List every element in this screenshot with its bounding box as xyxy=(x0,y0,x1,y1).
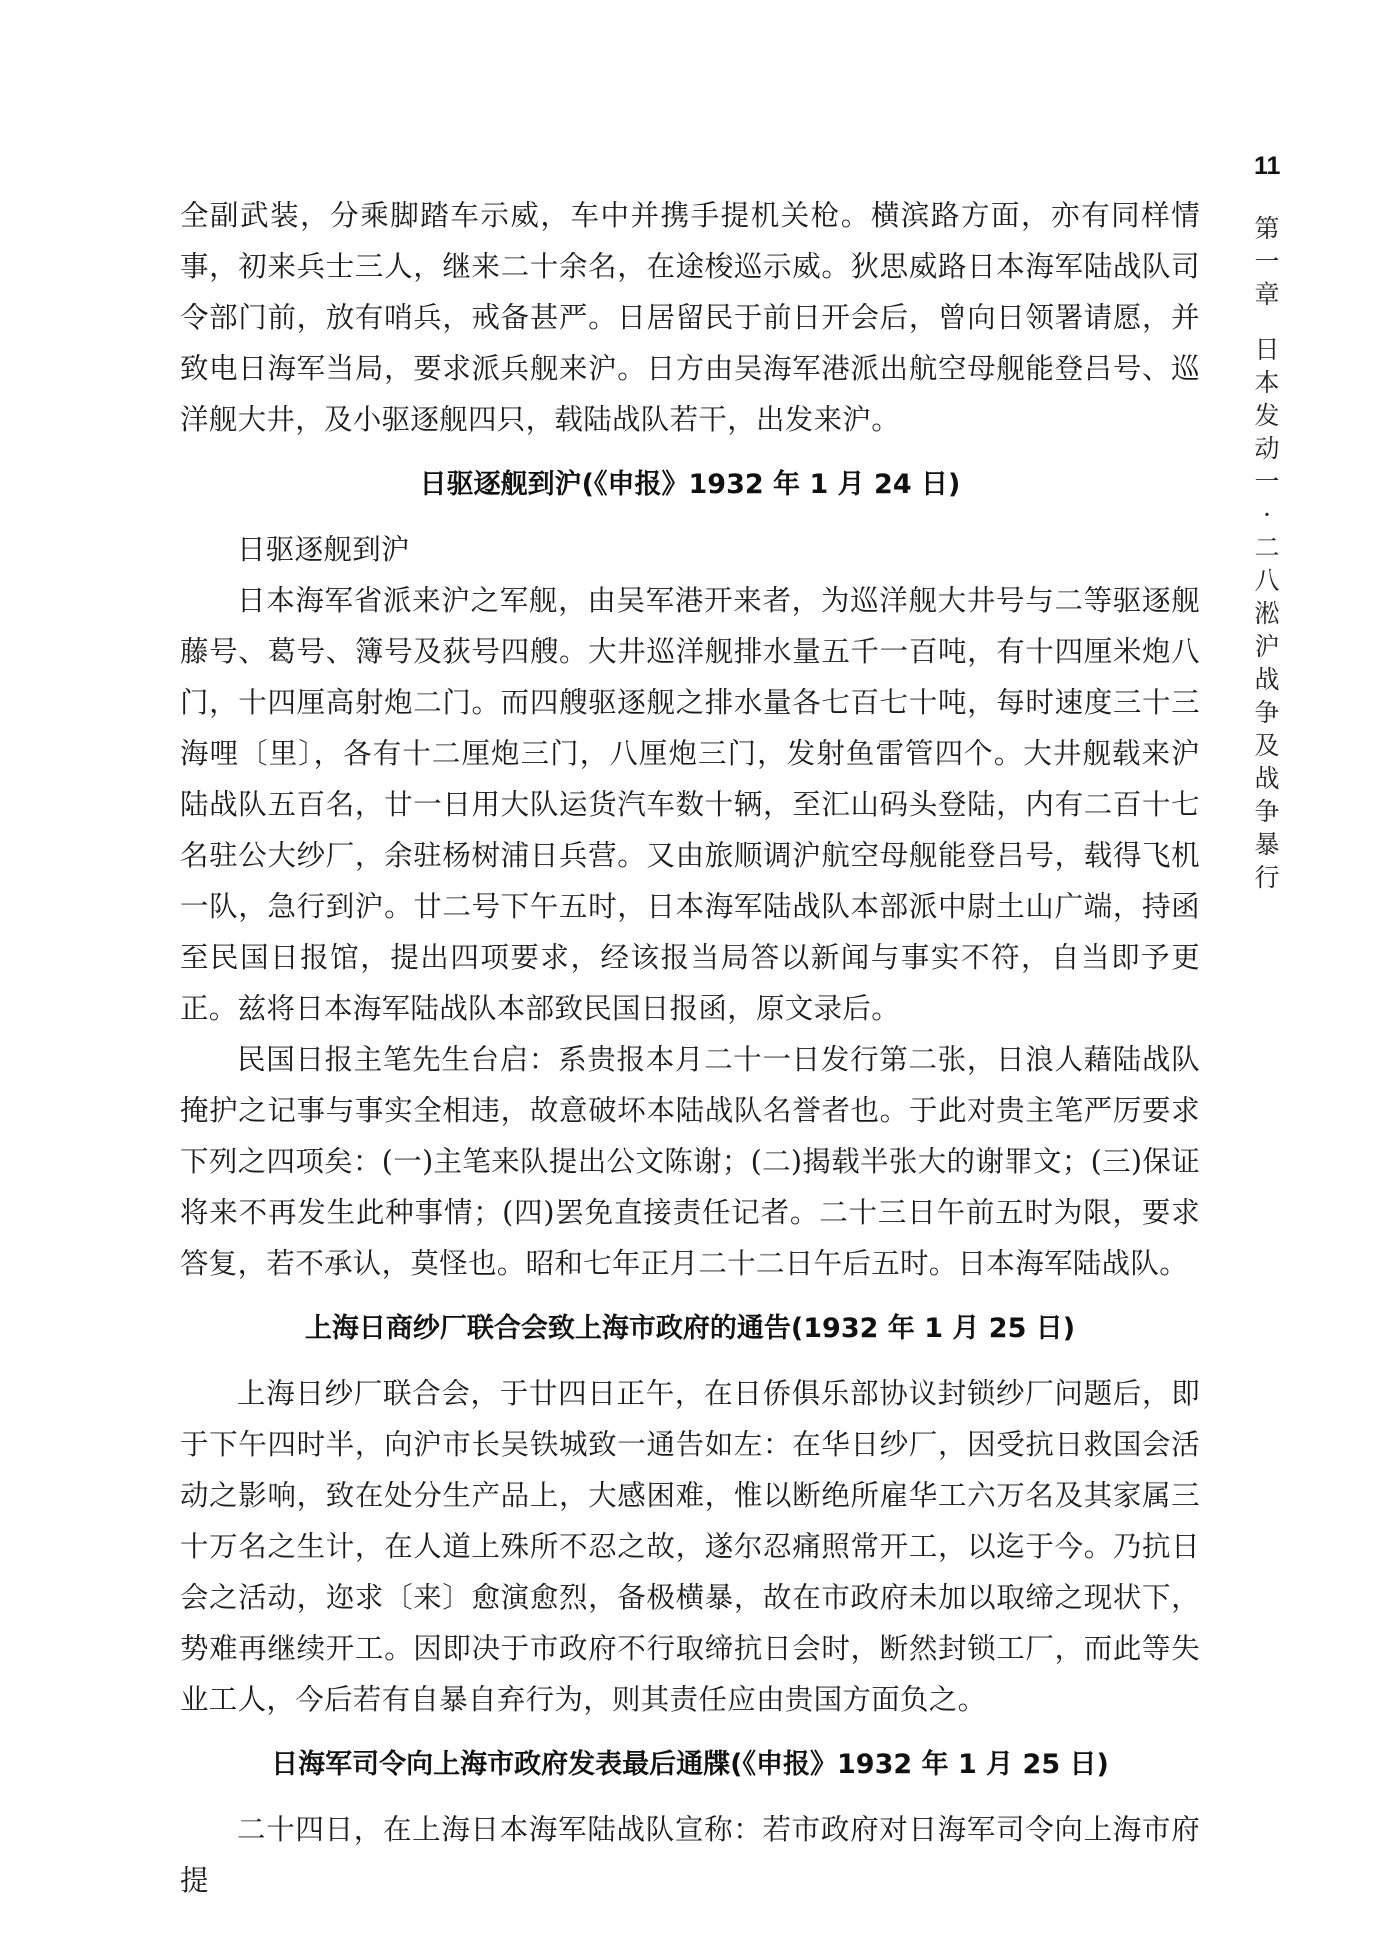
running-head-char: 行 xyxy=(1254,863,1280,892)
paragraph: 全副武装，分乘脚踏车示威，车中并携手提机关枪。横滨路方面，亦有同样情事，初来兵士三人，继来二十余名，在途梭巡示威。狄思威路日本海军陆战队司令部门前，放有哨兵，戒备甚严。日居留民于前日开会后，曾向日领署请愿，并致电日海军当局，要求派兵舰来沪。日方由吴海军港派出航空母舰能登吕号、巡洋舰大井，及小驱逐舰四只，载陆战队若干，出发来沪。 xyxy=(180,199,1200,436)
running-head-char: 战 xyxy=(1254,665,1280,694)
running-head-gap xyxy=(1247,311,1287,333)
paragraph: 上海日纱厂联合会，于廿四日正午，在日侨俱乐部协议封锁纱厂问题后，即于下午四时半，向沪市长吴铁城致一通告如左：在华日纱厂，因受抗日救国会活动之影响，致在处分生产品上，大感困难，惟以断绝所雇华工六万名及其家属三十万名之生计，在人道上殊所不忍之故，遂尔忍痛照常开工，以迄于今。乃抗日会之活动，迩求〔来〕愈演愈烈，备极横暴，故在市政府未加以取缔之现状下，势难再继续开工。因即决于市政府不行取缔抗日会时，断然封锁工厂，而此等失业工人，今后若有自暴自弃行为，则其责任应由贵国方面负之。 xyxy=(180,1377,1200,1716)
section-heading: 日驱逐舰到沪(《申报》1932 年 1 月 24 日) xyxy=(419,469,961,500)
running-head-char: 争 xyxy=(1254,698,1280,727)
page-number: 11 xyxy=(1254,152,1281,180)
section-heading: 日海军司令向上海市政府发表最后通牒(《申报》1932 年 1 月 25 日) xyxy=(271,1749,1109,1780)
running-head-char: 暴 xyxy=(1254,830,1280,859)
running-head-char: 一 xyxy=(1254,247,1280,276)
running-head-char: 及 xyxy=(1254,731,1280,760)
running-head-char: · xyxy=(1263,500,1271,529)
running-head-char: 沪 xyxy=(1254,632,1280,661)
paragraph: 二十四日，在上海日本海军陆战队宣称：若市政府对日海军司令向上海市府提 xyxy=(180,1813,1200,1897)
running-head-char: 争 xyxy=(1254,797,1280,826)
section-heading: 上海日商纱厂联合会致上海市政府的通告(1932 年 1 月 25 日) xyxy=(304,1313,1076,1344)
running-head-char: 动 xyxy=(1254,434,1280,463)
running-head-char: 第 xyxy=(1254,214,1280,243)
running-head-char: 发 xyxy=(1254,401,1280,430)
running-head-char: 一 xyxy=(1254,467,1280,496)
article-subtitle: 日驱逐舰到沪 xyxy=(237,533,410,566)
paragraph: 民国日报主笔先生台启：系贵报本月二十一日发行第二张，日浪人藉陆战队掩护之记事与事实全相违，故意破坏本陆战队名誉者也。于此对贵主笔严厉要求下列之四项矣：(一)主笔来队提出公文陈谢；(二)揭载半张大的谢罪文；(三)保证将来不再发生此种事情；(四)罢免直接责任记者。二十三日午前五时为限，要求答复，若不承认，莫怪也。昭和七年正月二十二日午后五时。日本海军陆战队。 xyxy=(180,1043,1200,1280)
page-body xyxy=(180,190,1200,1906)
running-head xyxy=(1247,212,1287,894)
running-head-char: 八 xyxy=(1254,566,1280,595)
running-head-char: 二 xyxy=(1254,533,1280,562)
running-head-char: 淞 xyxy=(1254,599,1280,628)
running-head-char: 章 xyxy=(1254,280,1280,309)
paragraph: 日本海军省派来沪之军舰，由吴军港开来者，为巡洋舰大井号与二等驱逐舰藤号、葛号、簿号及荻号四艘。大井巡洋舰排水量五千一百吨，有十四厘米炮八门，十四厘高射炮二门。而四艘驱逐舰之排水量各七百七十吨，每时速度三十三海哩〔里〕，各有十二厘炮三门，八厘炮三门，发射鱼雷管四个。大井舰载来沪陆战队五百名，廿一日用大队运货汽车数十辆，至汇山码头登陆，内有二百十七名驻公大纱厂，余驻杨树浦日兵营。又由旅顺调沪航空母舰能登吕号，载得飞机一队，急行到沪。廿二号下午五时，日本海军陆战队本部派中尉土山广端，持函至民国日报馆，提出四项要求，经该报当局答以新闻与事实不符，自当即予更正。兹将日本海军陆战队本部致民国日报函，原文录后。 xyxy=(180,584,1200,1025)
running-head-char: 日 xyxy=(1254,335,1280,364)
running-head-char: 战 xyxy=(1254,764,1280,793)
running-head-char: 本 xyxy=(1254,368,1280,397)
